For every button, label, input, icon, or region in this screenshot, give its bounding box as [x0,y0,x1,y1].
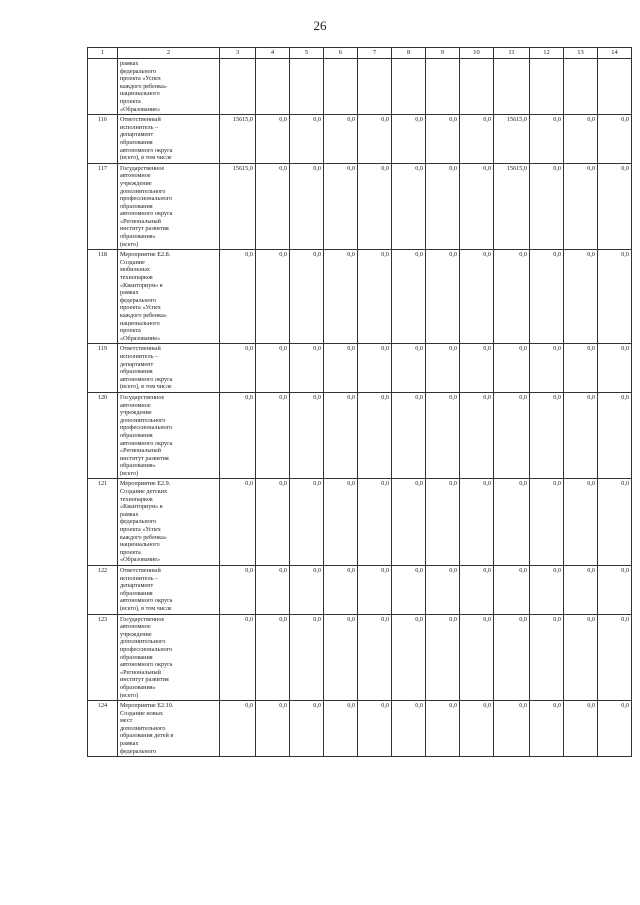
value-cell: 0,0 [564,250,598,344]
value-cell: 15615,0 [494,115,530,164]
value-cell: 0,0 [598,614,632,701]
value-cell: 0,0 [564,115,598,164]
value-cell: 0,0 [256,115,290,164]
value-cell [392,59,426,115]
value-cell: 0,0 [358,115,392,164]
column-header: 12 [530,48,564,59]
value-cell [564,59,598,115]
value-cell: 0,0 [220,250,256,344]
value-cell: 0,0 [256,614,290,701]
value-cell: 0,0 [220,566,256,615]
row-description: Ответственный исполнитель – департамент образования автономного округа (всего), в том числе [118,566,220,615]
value-cell: 0,0 [392,163,426,250]
value-cell: 0,0 [220,701,256,757]
value-cell: 15615,0 [494,163,530,250]
value-cell: 0,0 [324,344,358,393]
value-cell: 0,0 [494,614,530,701]
value-cell: 0,0 [494,344,530,393]
value-cell: 0,0 [564,701,598,757]
value-cell: 0,0 [460,392,494,479]
column-header: 10 [460,48,494,59]
row-description: рамках федерального проекта «Успех каждого ребенка» национального проекта «Образование» [118,59,220,115]
column-header: 1 [88,48,118,59]
value-cell [256,59,290,115]
row-description: Государственное автономное учреждение дополнительного профессионального образования автономного округа «Региональный институт развития образования» (всего) [118,163,220,250]
value-cell: 0,0 [426,250,460,344]
value-cell: 0,0 [256,392,290,479]
value-cell: 0,0 [392,392,426,479]
value-cell: 0,0 [256,701,290,757]
budget-table [87,47,632,757]
row-number: 123 [88,614,118,701]
value-cell: 0,0 [324,163,358,250]
column-header: 3 [220,48,256,59]
value-cell [426,59,460,115]
value-cell: 0,0 [290,163,324,250]
table-row [88,344,632,393]
value-cell: 0,0 [290,392,324,479]
column-header: 11 [494,48,530,59]
value-cell: 0,0 [392,614,426,701]
value-cell: 0,0 [324,250,358,344]
value-cell: 0,0 [530,566,564,615]
value-cell: 0,0 [460,479,494,566]
row-number: 124 [88,701,118,757]
value-cell: 0,0 [324,566,358,615]
value-cell: 0,0 [426,479,460,566]
row-number: 120 [88,392,118,479]
value-cell: 0,0 [598,701,632,757]
value-cell: 0,0 [494,392,530,479]
row-number: 116 [88,115,118,164]
value-cell: 0,0 [460,163,494,250]
row-description: Ответственный исполнитель – департамент образования автономного округа (всего), в том числе [118,115,220,164]
value-cell: 0,0 [256,250,290,344]
value-cell: 0,0 [392,701,426,757]
row-number: 121 [88,479,118,566]
value-cell: 0,0 [564,344,598,393]
row-description: Государственное автономное учреждение дополнительного профессионального образования автономного округа «Региональный институт развития образования» (всего) [118,614,220,701]
value-cell: 0,0 [392,250,426,344]
value-cell: 0,0 [598,344,632,393]
value-cell: 0,0 [358,701,392,757]
row-number: 118 [88,250,118,344]
table-body [88,59,632,757]
column-header: 4 [256,48,290,59]
value-cell: 0,0 [530,614,564,701]
value-cell [290,59,324,115]
value-cell: 0,0 [530,701,564,757]
column-header: 5 [290,48,324,59]
value-cell: 0,0 [564,566,598,615]
value-cell: 0,0 [564,614,598,701]
value-cell: 0,0 [358,392,392,479]
value-cell [358,59,392,115]
value-cell: 0,0 [460,566,494,615]
value-cell: 0,0 [358,479,392,566]
column-header: 7 [358,48,392,59]
row-description: Ответственный исполнитель – департамент образования автономного округа (всего), в том числе [118,344,220,393]
value-cell: 0,0 [324,115,358,164]
value-cell: 0,0 [392,344,426,393]
value-cell: 0,0 [290,479,324,566]
value-cell: 0,0 [290,250,324,344]
value-cell: 0,0 [598,566,632,615]
value-cell: 0,0 [392,115,426,164]
value-cell: 0,0 [598,250,632,344]
value-cell: 0,0 [598,392,632,479]
value-cell: 0,0 [290,344,324,393]
value-cell: 0,0 [426,566,460,615]
value-cell: 0,0 [530,479,564,566]
value-cell: 0,0 [530,163,564,250]
value-cell: 0,0 [426,115,460,164]
value-cell: 0,0 [598,479,632,566]
value-cell: 0,0 [256,479,290,566]
value-cell: 0,0 [426,344,460,393]
value-cell: 0,0 [460,344,494,393]
value-cell: 0,0 [290,566,324,615]
value-cell: 0,0 [460,115,494,164]
value-cell: 0,0 [358,163,392,250]
value-cell: 0,0 [290,614,324,701]
value-cell: 0,0 [324,701,358,757]
value-cell: 0,0 [426,614,460,701]
value-cell: 0,0 [530,392,564,479]
table-row [88,701,632,757]
row-number [88,59,118,115]
column-header: 8 [392,48,426,59]
value-cell [324,59,358,115]
value-cell: 0,0 [256,566,290,615]
table-row [88,250,632,344]
value-cell: 0,0 [564,479,598,566]
value-cell: 0,0 [460,701,494,757]
value-cell: 0,0 [494,701,530,757]
value-cell [494,59,530,115]
value-cell [530,59,564,115]
value-cell: 0,0 [220,479,256,566]
value-cell: 0,0 [290,701,324,757]
value-cell: 0,0 [324,392,358,479]
value-cell: 0,0 [324,614,358,701]
table-row [88,59,632,115]
value-cell: 0,0 [358,344,392,393]
row-number: 117 [88,163,118,250]
row-description: Мероприятие Е2.8. Создание мобильных технопарков «Кванториум» в рамках федерального проекта «Успех каждого ребенка» национального проекта «Образование» [118,250,220,344]
value-cell: 0,0 [494,479,530,566]
value-cell: 0,0 [460,250,494,344]
value-cell: 0,0 [324,479,358,566]
header-row [88,48,632,59]
value-cell: 0,0 [220,392,256,479]
value-cell: 0,0 [564,163,598,250]
value-cell: 0,0 [358,614,392,701]
value-cell: 0,0 [426,163,460,250]
value-cell: 0,0 [426,701,460,757]
value-cell: 0,0 [598,115,632,164]
value-cell: 0,0 [530,115,564,164]
table-row [88,566,632,615]
row-number: 122 [88,566,118,615]
value-cell: 0,0 [358,250,392,344]
value-cell: 0,0 [494,250,530,344]
value-cell: 0,0 [426,392,460,479]
value-cell: 0,0 [290,115,324,164]
value-cell: 0,0 [256,344,290,393]
column-header: 2 [118,48,220,59]
value-cell: 0,0 [598,163,632,250]
row-description: Мероприятие Е2.10. Создание новых мест дополнительного образования детей в рамках федерального [118,701,220,757]
column-header: 13 [564,48,598,59]
value-cell: 0,0 [494,566,530,615]
value-cell: 0,0 [530,250,564,344]
column-header: 14 [598,48,632,59]
value-cell: 0,0 [530,344,564,393]
value-cell: 0,0 [220,614,256,701]
value-cell: 15615,0 [220,163,256,250]
value-cell [598,59,632,115]
value-cell [220,59,256,115]
value-cell: 0,0 [392,566,426,615]
row-description: Мероприятие Е2.9. Создание детских технопарков «Кванториум» в рамках федерального проекта «Успех каждого ребенка» национального проекта «Образование» [118,479,220,566]
value-cell: 0,0 [256,163,290,250]
table-row [88,163,632,250]
value-cell: 0,0 [564,392,598,479]
table-row [88,115,632,164]
row-description: Государственное автономное учреждение дополнительного профессионального образования автономного округа «Региональный институт развития образования» (всего) [118,392,220,479]
table-row [88,392,632,479]
value-cell: 0,0 [358,566,392,615]
column-header: 6 [324,48,358,59]
page-number: 26 [313,18,327,33]
value-cell: 0,0 [392,479,426,566]
value-cell: 0,0 [460,614,494,701]
value-cell: 0,0 [220,344,256,393]
value-cell [460,59,494,115]
table-row [88,614,632,701]
value-cell: 15615,0 [220,115,256,164]
table-row [88,479,632,566]
column-header: 9 [426,48,460,59]
row-number: 119 [88,344,118,393]
